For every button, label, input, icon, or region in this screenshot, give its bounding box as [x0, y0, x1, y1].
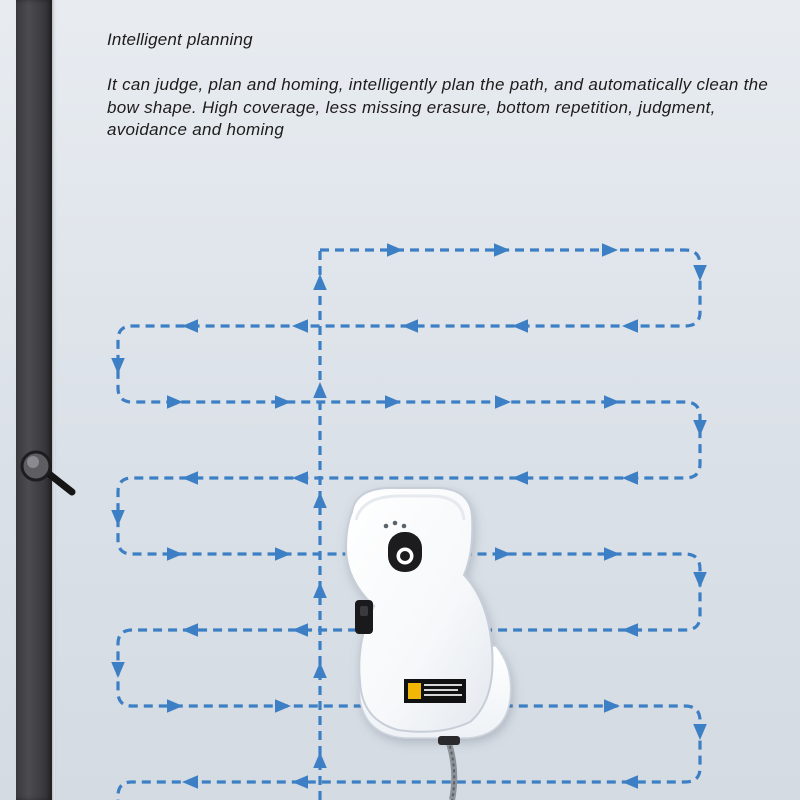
path-arrow-down-icon — [111, 510, 125, 526]
path-arrow-right-icon — [604, 699, 620, 713]
path-arrow-down-icon — [693, 572, 707, 588]
warning-label-icon — [404, 679, 466, 703]
path-arrow-right-icon — [604, 395, 620, 409]
path-arrow-right-icon — [385, 395, 401, 409]
path-arrow-right-icon — [602, 243, 618, 257]
path-arrow-down-icon — [693, 724, 707, 740]
path-arrow-down-icon — [111, 662, 125, 678]
side-socket-icon — [355, 600, 373, 634]
path-arrow-down-icon — [111, 358, 125, 374]
path-arrow-left-icon — [182, 775, 198, 789]
path-arrow-right-icon — [275, 547, 291, 561]
path-arrow-right-icon — [167, 547, 183, 561]
path-arrow-up-icon — [313, 274, 327, 290]
safety-rope — [438, 736, 460, 800]
path-arrow-left-icon — [512, 471, 528, 485]
path-arrow-left-icon — [622, 319, 638, 333]
path-arrow-left-icon — [402, 319, 418, 333]
path-arrow-left-icon — [182, 319, 198, 333]
path-arrow-up-icon — [313, 492, 327, 508]
path-arrow-right-icon — [275, 395, 291, 409]
path-arrow-right-icon — [495, 547, 511, 561]
power-button-icon — [388, 532, 422, 572]
path-arrow-up-icon — [313, 582, 327, 598]
section-heading: Intelligent planning — [107, 30, 253, 49]
path-arrow-left-icon — [622, 471, 638, 485]
path-arrow-left-icon — [292, 775, 308, 789]
path-arrow-up-icon — [313, 662, 327, 678]
suction-cup-handle — [22, 452, 72, 492]
path-arrow-left-icon — [292, 319, 308, 333]
path-arrow-right-icon — [604, 547, 620, 561]
path-arrow-right-icon — [275, 699, 291, 713]
path-arrow-left-icon — [622, 623, 638, 637]
path-arrow-left-icon — [182, 623, 198, 637]
path-arrow-right-icon — [167, 699, 183, 713]
path-arrow-right-icon — [387, 243, 403, 257]
path-arrow-up-icon — [313, 752, 327, 768]
path-arrow-left-icon — [292, 471, 308, 485]
path-arrow-left-icon — [292, 623, 308, 637]
path-arrow-up-icon — [313, 382, 327, 398]
path-arrow-right-icon — [167, 395, 183, 409]
path-arrow-left-icon — [512, 319, 528, 333]
path-arrow-left-icon — [622, 775, 638, 789]
path-arrow-down-icon — [693, 420, 707, 436]
path-arrow-right-icon — [494, 243, 510, 257]
path-arrow-down-icon — [693, 265, 707, 281]
path-arrow-right-icon — [495, 395, 511, 409]
feature-description: It can judge, plan and homing, intelligently plan the path, and automatically clean the bow shape. High coverage, less missing erasure, bottom repetition, judgment, avoidance and homing — [107, 75, 769, 139]
path-arrow-left-icon — [182, 471, 198, 485]
